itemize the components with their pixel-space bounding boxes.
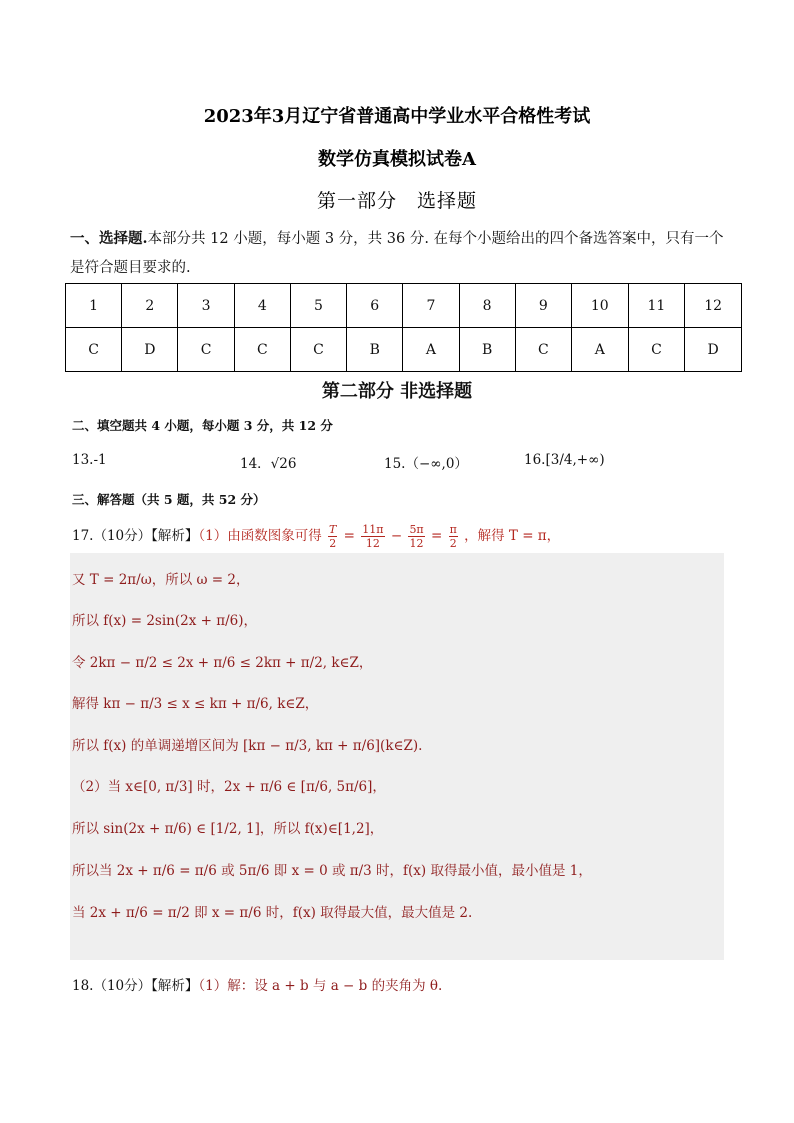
table-cell: 3 [178,284,234,328]
table-cell: C [234,328,290,372]
intro-text: 本部分共 12 小题，每小题 3 分，共 36 分. 在每个小题给出的四个备选答案中，只有一个是符合题目要求的. [70,231,724,276]
part1-heading: 第一部分 选择题 [316,190,477,212]
q18-label: 18.（10分）【解析】 [72,978,199,994]
table-cell: A [403,328,459,372]
answer-14: 14．√26 [240,456,297,472]
table-cell: D [685,328,742,372]
q18-header [72,974,442,994]
table-cell: 6 [347,284,403,328]
solution-line-8: 所以当 2x + π/6 = π/6 或 5π/6 即 x = 0 或 π/3 时，f(x) 取得最小值，最小值是 1， [72,863,592,879]
solution-line-9: 当 2x + π/6 = π/2 即 x = π/6 时，f(x) 取得最大值，最大值是 2. [72,905,473,921]
solution-line-4: 解得 kπ − π/3 ≤ x ≤ kπ + π/6, k∈Z， [72,696,319,712]
solution-line-2: 所以 f(x) = 2sin(2x + π/6)， [72,613,257,629]
table-cell: A [571,328,628,372]
q17-part1: （1）由函数图象可得 [198,528,322,544]
table-cell: 11 [628,284,685,328]
q17-line0-tail: ，解得 T = π， [464,528,561,544]
table-cell: B [459,328,515,372]
section1-intro [70,224,730,283]
table-cell: D [122,328,178,372]
q17-period-equation: $\frac{T}{2}$ = $\frac{11\pi}{12}$ − $\frac{5\pi}{12}$ = $\frac{\pi}{2}$ [329,523,457,550]
table-cell: 12 [685,284,742,328]
table-cell: 2 [122,284,178,328]
table-cell: C [178,328,234,372]
part2-heading: 第二部分 非选择题 [321,381,473,402]
table-cell: 5 [290,284,346,328]
solution-line-6: （2）当 x∈[0, π/3] 时，2x + π/6 ∈ [π/6, 5π/6]， [72,779,386,795]
answer-13: 13.-1 [72,452,107,468]
solution-line-3: 令 2kπ − π/2 ≤ 2x + π/6 ≤ 2kπ + π/2, k∈Z， [72,655,373,671]
solution-line-5: 所以 f(x) 的单调递增区间为 [kπ − π/3, kπ + π/6](k∈Z). [72,738,423,754]
table-cell: C [290,328,346,372]
answer-table [65,283,742,372]
table-cell: B [347,328,403,372]
table-cell: C [515,328,571,372]
answer-15: 15.（−∞,0） [384,456,468,472]
table-cell: 4 [234,284,290,328]
table-cell: 8 [459,284,515,328]
table-cell: 10 [571,284,628,328]
exam-title: 2023年3月辽宁省普通高中学业水平合格性考试 [203,106,591,127]
table-cell: C [628,328,685,372]
answer-number-row [66,284,742,328]
solve-heading: 三、解答题（共 5 题，共 52 分） [72,492,266,507]
q18-part1: （1）解：设 a + b 与 a − b 的夹角为 θ. [198,978,443,994]
table-cell: 9 [515,284,571,328]
intro-lead: 一、选择题. [70,230,148,247]
fill-answers [72,446,712,478]
answer-16-value: [3/4,+∞) [545,452,605,468]
solution-line-7: 所以 sin(2x + π/6) ∈ [1/2, 1]，所以 f(x)∈[1,2]， [72,821,384,837]
fill-blank-heading: 二、填空题共 4 小题，每小题 3 分，共 12 分 [72,418,333,433]
answer-16 [524,452,605,468]
exam-subtitle: 数学仿真模拟试卷A [318,149,476,170]
table-cell: C [66,328,122,372]
q17-header [72,523,560,550]
q17-label: 17.（10分）【解析】 [72,528,199,544]
answer-letter-row [66,328,742,372]
answer-16-prefix: 16. [524,452,546,468]
table-cell: 1 [66,284,122,328]
table-cell: 7 [403,284,459,328]
solution-line-1: 又 T = 2π/ω，所以 ω = 2， [72,572,250,588]
